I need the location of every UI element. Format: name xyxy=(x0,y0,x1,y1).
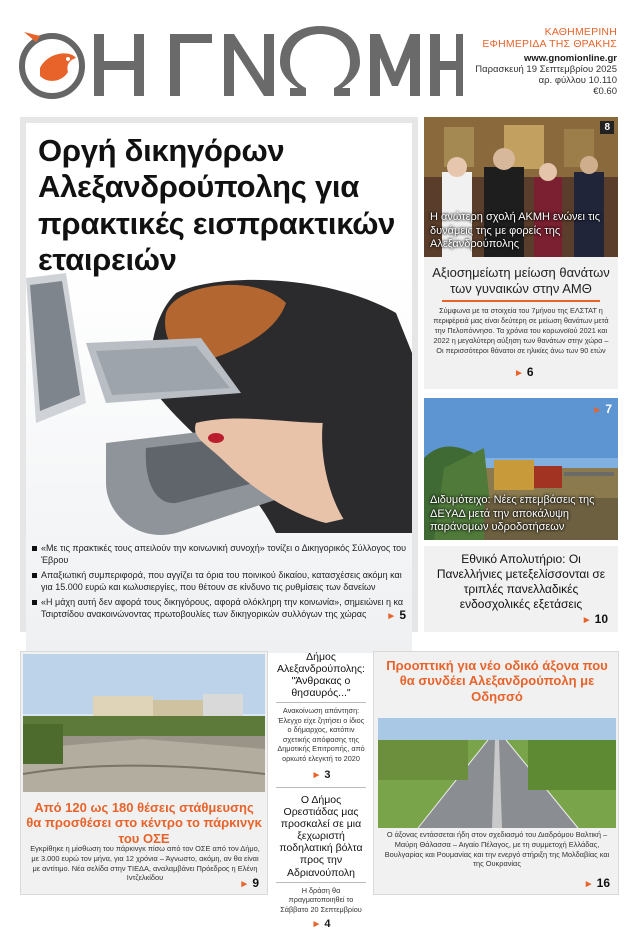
page-number: 6 xyxy=(526,365,534,379)
akmi-caption: Η ανώτερη σχολή ΑΚΜΗ ενώνει τις δυνάμεις της με φορείς της Αλεξανδρούπολης xyxy=(430,211,601,250)
divider xyxy=(276,702,366,703)
bullet-item: Απαξιωτική συμπεριφορά, που αγγίζει τα όρια του ποινικού δικαίου, κατασχέσεις ακόμη και για 15.000 ευρώ και κωλυσιεργίες, που θέτουν σε κίνδυνο τις ρυθμίσεις των δανείων xyxy=(32,570,408,593)
orestiada-page-ref[interactable] xyxy=(276,918,366,930)
arrow-icon: ► xyxy=(583,879,594,890)
anthrakas-body: Ανακοίνωση απάντηση: Έλεγχο είχε ζητήσει ο ίδιος ο δήμαρχος, κατόπιν σχετικής απόφασης της Δημοτικής Επιτροπής, από ορκωτό ελεγκτή το 2020 xyxy=(277,706,365,763)
logo-graphic xyxy=(18,24,463,102)
issue-price: €0.60 xyxy=(593,85,617,97)
bullet-item: «Η μάχη αυτή δεν αφορά τους δικηγόρους, αφορά ολόκληρη την κοινωνία», σημειώνει η κα Τσιρτσίδου ανακοινώνοντας πρωτοβουλίες των δικηγορικών συλλόγων της χώρας xyxy=(32,597,408,620)
divider xyxy=(276,882,366,883)
page-number: 10 xyxy=(594,612,608,626)
page-number: 16 xyxy=(596,876,610,890)
deaths-body: Σύμφωνα με τα στοιχεία του 7μήνου της ΕΛΣΤΑΤ η περιφέρειά μας είναι δεύτερη σε μείωση θανάτων μετά την Πελοπόννησο. Τα χρόνια του κορωνοϊού 2021 και 2022 η μεγαλύτερη αύξηση των θανάτων στην χώρα – Οι περισσότεροι θάνατοι σε ηλικίες άνω των 90 ετών xyxy=(433,306,609,355)
orestiada-body: Η δράση θα πραγματοποιηθεί το Σάββατο 20 Σεπτεμβρίου xyxy=(280,885,362,914)
orestiada-headline: Ο Δήμος Ορεστιάδας μας προσκαλεί σε μια ξεχωριστή ποδηλατική βόλτα προς την Αδριανούπολη xyxy=(279,794,363,879)
brief-orestiada[interactable] xyxy=(276,794,366,930)
anthrakas-headline: Δήμος Αλεξανδρούπολης: "Άνθρακας ο θησαυρός..." xyxy=(277,651,365,700)
road-headline: Προοπτική για νέο οδικό άξονα που θα συνδέει Αλεξανδρούπολη με Οδησσό xyxy=(386,658,608,704)
story-apolytirio[interactable] xyxy=(424,546,618,632)
tagline-daily: ΚΑΘΗΜΕΡΙΝΗ xyxy=(544,26,617,38)
main-story[interactable] xyxy=(20,117,418,632)
parking-page-ref[interactable] xyxy=(239,876,259,890)
tagline-thrace: ΕΦΗΜΕΡΙΔΑ ΤΗΣ ΘΡΑΚΗΣ xyxy=(482,38,617,51)
page-number: 7 xyxy=(605,402,612,416)
parking-body: Εγκρίθηκε η μίσθωση του πάρκινγκ πίσω από τον ΟΣΕ από τον Δήμο, με 3.000 ευρώ τον μήνα, για 12 χρόνια – Άγνωστο, ακόμη, αν θα είναι με αντίτιμο. Νέα σελίδα στην ΤΙΕΔΑ, αναλαμβάνει Πρόεδρος η Ελένη Ιντζελκίδου xyxy=(30,844,260,883)
story-deaths[interactable] xyxy=(424,257,618,389)
bullet-item: «Με τις πρακτικές τους απειλούν την κοινωνική συνοχή» τονίζει ο Δικηγορικός Σύλλογος του Έβρου xyxy=(32,543,408,566)
highway-photo xyxy=(378,718,616,828)
page-badge: 8 xyxy=(600,121,614,134)
story-parking[interactable] xyxy=(20,651,268,895)
arrow-icon: ► xyxy=(581,615,592,626)
masthead xyxy=(0,0,639,110)
page-number: 9 xyxy=(252,876,259,890)
apolytirio-page-ref[interactable] xyxy=(582,612,608,626)
arrow-icon: ► xyxy=(592,405,603,416)
page-number: 5 xyxy=(399,608,406,622)
parking-headline: Από 120 ως 180 θέσεις στάθμευσης θα προσθέσει στο κέντρο το πάρκινγκ του ΟΣΕ xyxy=(26,800,262,846)
story-road-axis[interactable] xyxy=(373,651,619,895)
main-bullets xyxy=(32,543,408,624)
arrow-icon: ► xyxy=(311,919,322,930)
apolytirio-headline: Εθνικό Απολυτήριο: Οι Πανελλήνιες μετεξελίσσονται σε τριπλές πανελλαδικές ενδοσχολικές εξετάσεις xyxy=(436,552,606,611)
story-akmi[interactable] xyxy=(424,117,618,257)
didymoteicho-page-ref[interactable] xyxy=(592,402,612,416)
deaths-page-ref[interactable] xyxy=(514,365,534,379)
divider xyxy=(442,300,600,302)
divider xyxy=(276,787,366,788)
anthrakas-page-ref[interactable] xyxy=(276,769,366,781)
masthead-info xyxy=(457,26,617,98)
deaths-headline: Αξιοσημείωτη μείωση θανάτων των γυναικών στην ΑΜΘ xyxy=(432,265,610,296)
arrow-icon: ► xyxy=(311,770,322,782)
page-number: 4 xyxy=(324,918,331,930)
arrow-icon: ► xyxy=(386,611,397,622)
story-didymoteicho[interactable] xyxy=(424,398,618,540)
road-page-ref[interactable] xyxy=(584,876,610,890)
main-headline[interactable]: Οργή δικηγόρων Αλεξανδρούπολης για πρακτικές εισπρακτικών εταιρειών xyxy=(38,133,396,277)
road-body: Ο άξονας εντάσσεται ήδη στον σχεδιασμό του Διαδρόμου Βαλτική – Μαύρη Θάλασσα – Αιγαίο Πέλαγος, με τη συμμετοχή Ελλάδας, Βουλγαρίας και Ρουμανίας και την ενεργό στήριξη της Μολδαβίας και της Ουκρανίας xyxy=(384,830,610,869)
main-page-ref[interactable] xyxy=(386,608,406,622)
middle-briefs xyxy=(276,651,366,930)
issue-number: αρ. φύλλου 10.110 xyxy=(538,74,617,86)
arrow-icon: ► xyxy=(514,368,524,379)
brief-anthrakas[interactable] xyxy=(276,651,366,781)
didymoteicho-caption: Διδυμότειχο: Νέες επεμβάσεις της ΔΕΥΑΔ μετά την αποκάλυψη παράνομων υδροδοτήσεων xyxy=(430,494,595,533)
website-link[interactable]: www.gnomionline.gr xyxy=(523,53,617,65)
issue-date: Παρασκευή 19 Σεπτεμβρίου 2025 xyxy=(475,64,617,76)
arrow-icon: ► xyxy=(239,879,250,890)
parking-photo xyxy=(23,654,265,792)
newspaper-logo[interactable] xyxy=(18,24,463,102)
page-number: 3 xyxy=(324,769,331,782)
